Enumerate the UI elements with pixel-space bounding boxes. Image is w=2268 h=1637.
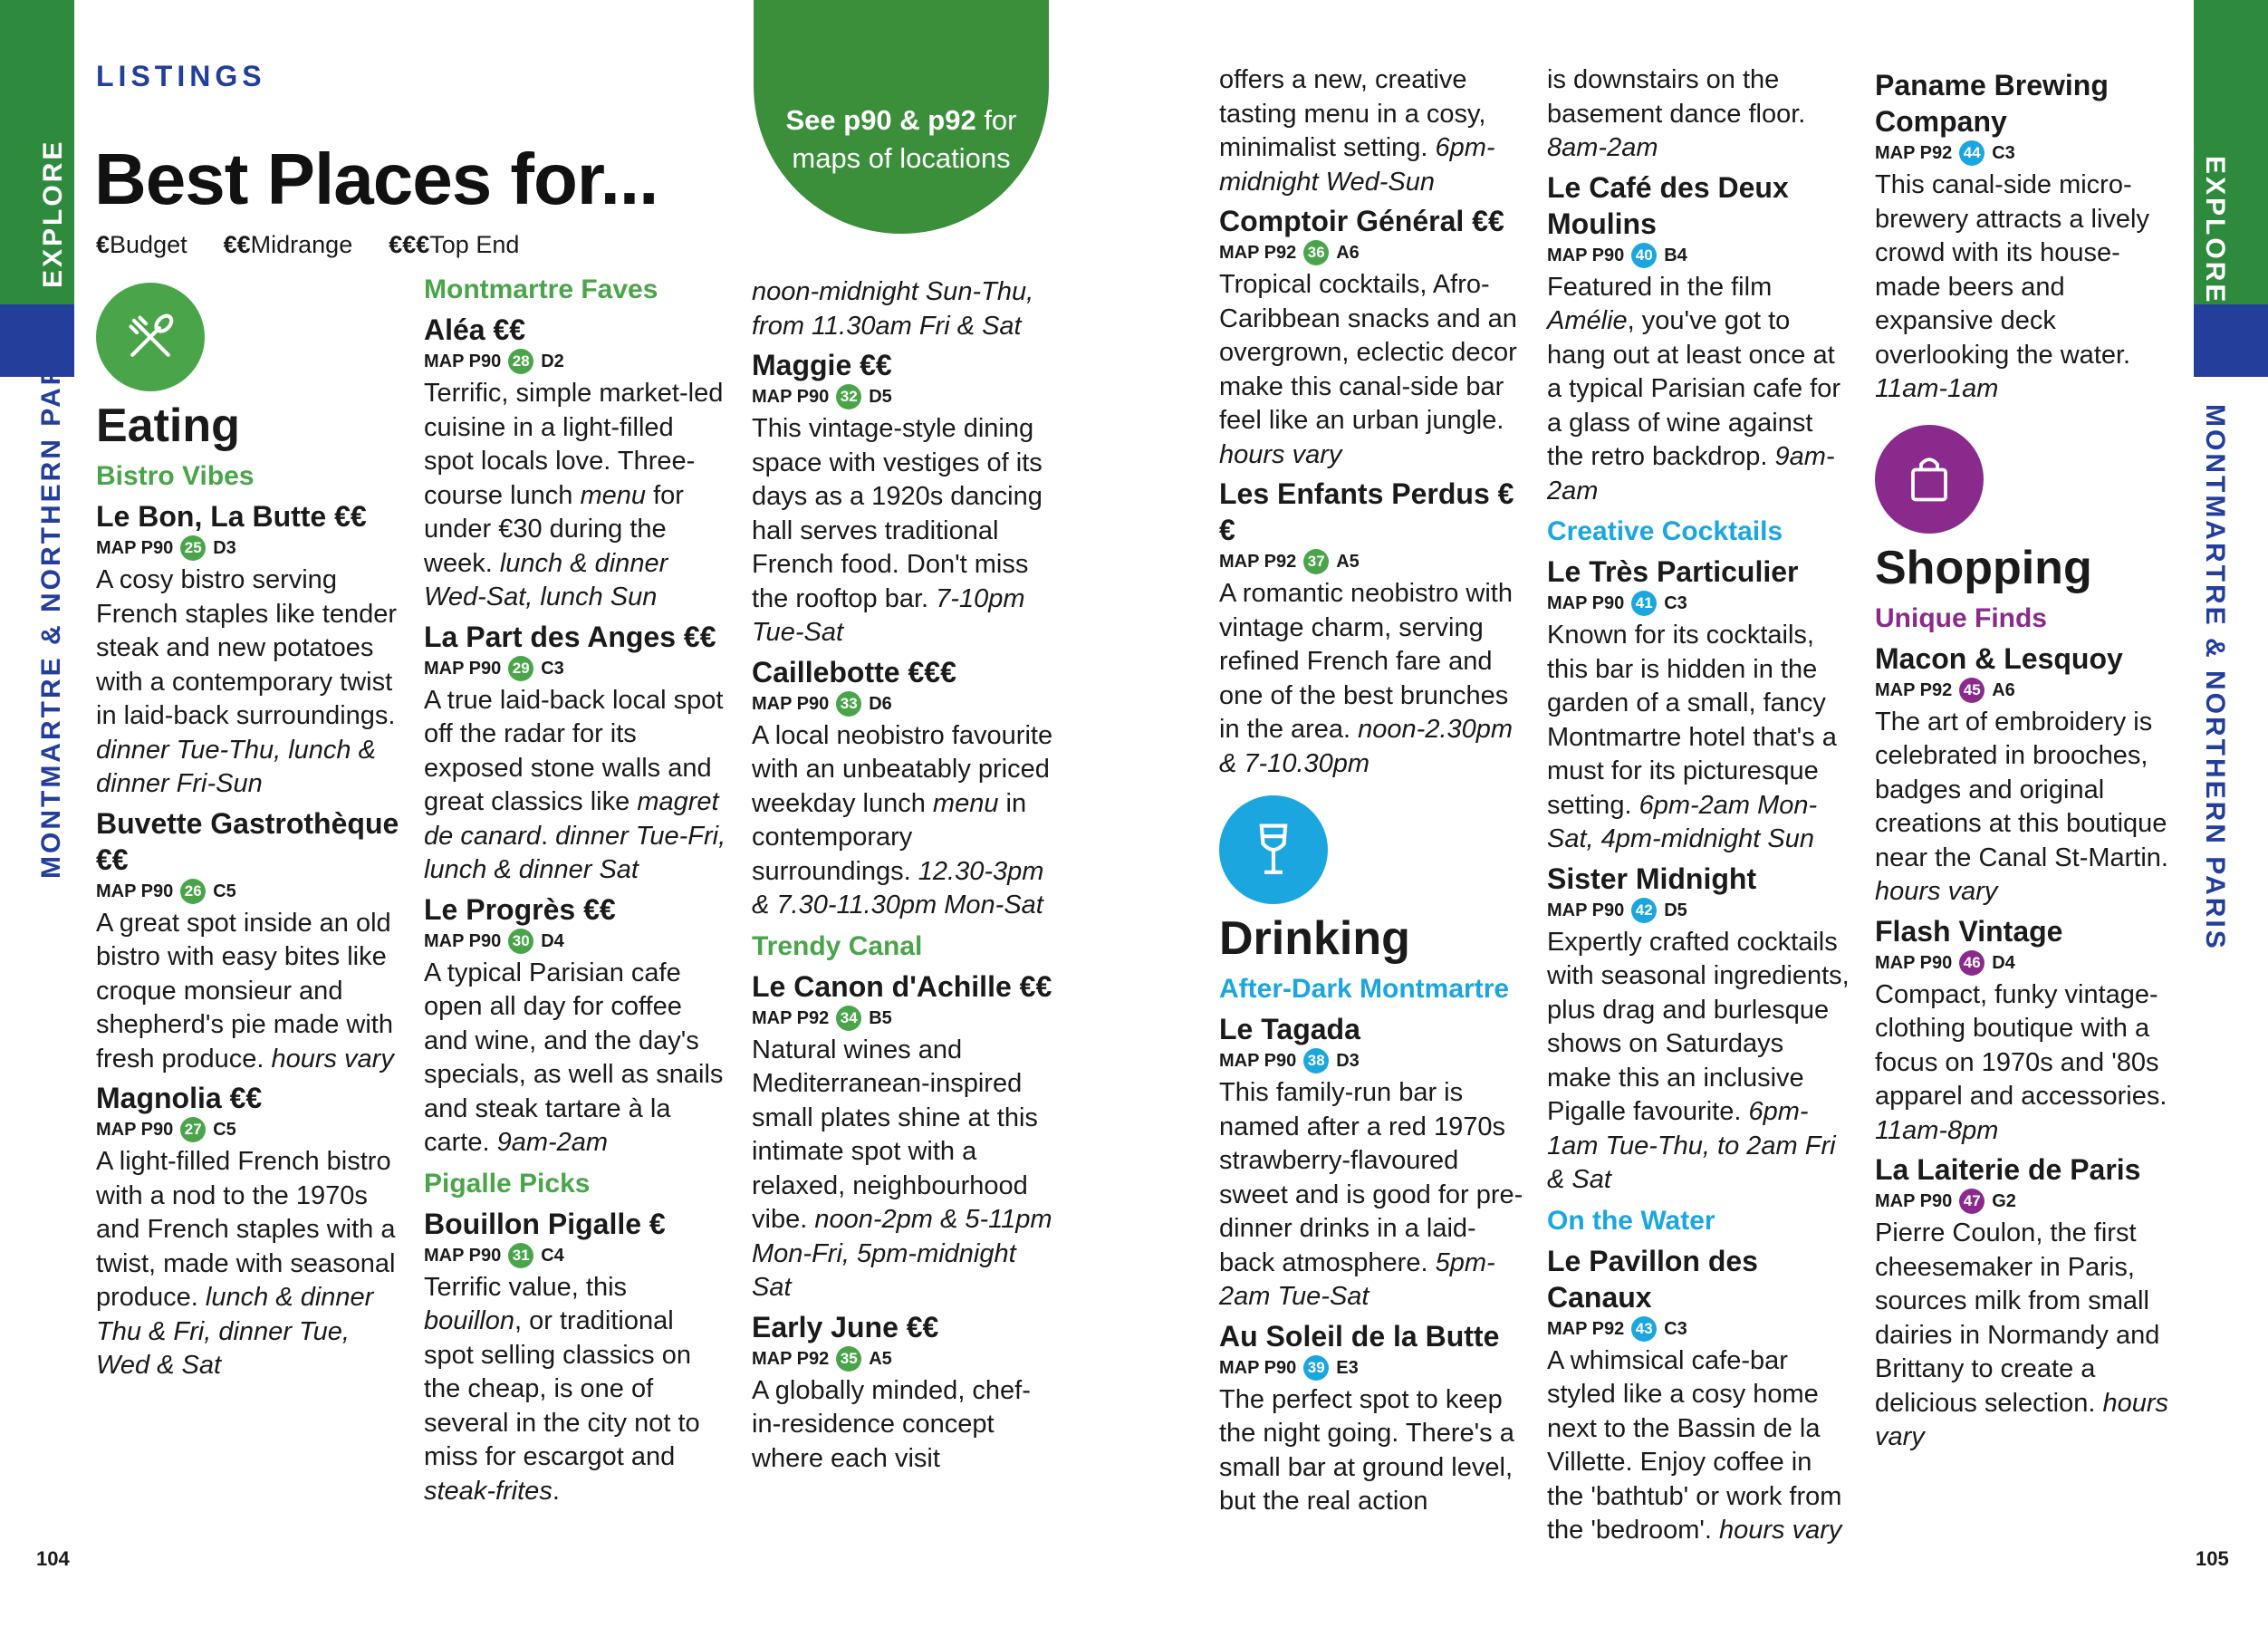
map-grid-ref: D4 bbox=[1992, 952, 2015, 973]
map-grid-ref: D5 bbox=[869, 387, 892, 407]
description-italic: menu bbox=[580, 480, 647, 510]
map-grid-ref: C3 bbox=[1992, 143, 2015, 163]
map-reference bbox=[1875, 140, 2179, 167]
listing-name: Paname Brewing Company bbox=[1875, 69, 2109, 138]
listing-description bbox=[1219, 268, 1523, 472]
map-grid-ref: D5 bbox=[1664, 900, 1687, 920]
listing-description bbox=[424, 377, 728, 615]
map-reference bbox=[96, 534, 400, 562]
listing-name: Early June €€ bbox=[752, 1310, 939, 1343]
description-text: is downstairs on the basement dance floor. bbox=[1547, 65, 1806, 129]
listing-name: Le Canon d'Achille €€ bbox=[752, 969, 1052, 1003]
map-reference bbox=[752, 1345, 1056, 1372]
listing-hours: noon-2pm & 5-11pm Mon-Fri, 5pm-midnight Sat bbox=[752, 1205, 1052, 1302]
description-text: A light-filled French bistro with a nod to the 1970s and French staples with a twist, made with seasonal produce. bbox=[96, 1147, 396, 1312]
map-marker-number: 40 bbox=[1631, 243, 1657, 268]
map-page: MAP P90 bbox=[752, 693, 830, 714]
listing-description bbox=[424, 1271, 728, 1509]
map-grid-ref: D3 bbox=[213, 538, 236, 558]
map-marker-number: 35 bbox=[836, 1346, 861, 1372]
map-page: MAP P92 bbox=[1547, 1318, 1625, 1339]
right-explore-label: EXPLORE bbox=[2200, 156, 2230, 305]
description-text: This family-run bar is named after a red 1970s strawberry-flavoured sweet and is good for pre-dinner drinks in a laid-back atmosphere. bbox=[1219, 1078, 1523, 1277]
map-grid-ref: A6 bbox=[1336, 243, 1360, 263]
column-2 bbox=[424, 266, 728, 1508]
description-text: , you've got to hang out at least once at a typical Parisian cafe for a glass of wine against the retro backdrop. bbox=[1547, 306, 1840, 471]
map-page: MAP P92 bbox=[1219, 552, 1297, 572]
map-page: MAP P90 bbox=[752, 387, 830, 407]
map-marker-number: 45 bbox=[1959, 678, 1985, 703]
map-reference bbox=[1219, 548, 1523, 575]
map-reference bbox=[424, 1242, 728, 1269]
listing-hours: 12.30-3pm & 7.30-11.30pm Mon-Sat bbox=[752, 856, 1044, 920]
listing-description bbox=[1875, 169, 2179, 407]
description-text: Compact, funky vintage-clothing boutique with a focus on 1970s and '80s apparel and accessories. bbox=[1875, 979, 2167, 1111]
listing-name: Le Pavillon des Canaux bbox=[1547, 1244, 1758, 1314]
map-marker-number: 43 bbox=[1631, 1316, 1657, 1342]
description-italic: steak-frites bbox=[424, 1476, 553, 1506]
listing-description bbox=[1219, 63, 1523, 199]
map-reference bbox=[1219, 239, 1523, 266]
listing-name: Le Bon, La Butte €€ bbox=[96, 500, 367, 533]
listing-name: La Laiterie de Paris bbox=[1875, 1153, 2141, 1186]
map-grid-ref: E3 bbox=[1336, 1357, 1359, 1378]
listing-hours: hours vary bbox=[271, 1044, 394, 1074]
listing-description bbox=[752, 1374, 1056, 1477]
price-legend bbox=[96, 231, 519, 259]
listing-name: Magnolia €€ bbox=[96, 1082, 263, 1114]
map-marker-number: 26 bbox=[180, 879, 206, 904]
map-page: MAP P90 bbox=[424, 930, 502, 951]
map-page: MAP P90 bbox=[424, 351, 502, 371]
map-reference bbox=[752, 690, 1056, 717]
description-text: offers a new, creative tasting menu in a cosy, minimalist setting. bbox=[1219, 65, 1486, 162]
legend-budget: €Budget bbox=[96, 231, 187, 258]
left-area-label: MONTMARTRE & NORTHERN PARIS bbox=[36, 332, 66, 879]
map-marker-number: 38 bbox=[1303, 1048, 1329, 1074]
map-marker-number: 39 bbox=[1303, 1355, 1329, 1381]
map-reference bbox=[1547, 897, 1851, 924]
map-page: MAP P92 bbox=[752, 1007, 830, 1028]
map-page: MAP P92 bbox=[752, 1348, 830, 1369]
map-page: MAP P90 bbox=[1875, 952, 1953, 973]
listing-description bbox=[424, 684, 728, 888]
subheading: Creative Cocktails bbox=[1547, 516, 1783, 546]
subheading: Trendy Canal bbox=[752, 930, 923, 961]
description-text: A globally minded, chef-in-residence concept where each visit bbox=[752, 1375, 1031, 1473]
listing-description bbox=[1547, 271, 1851, 509]
description-text: Terrific value, this bbox=[424, 1272, 628, 1302]
maps-note-bold: See p90 & p92 bbox=[785, 104, 976, 136]
listing-hours: noon-2.30pm & 7-10.30pm bbox=[1219, 715, 1514, 778]
right-tab-blue-strip bbox=[2194, 304, 2268, 377]
shopping-bag-circle bbox=[1875, 425, 1984, 534]
wine-glass-circle bbox=[1219, 795, 1328, 904]
description-text: This vintage-style dining space with vestiges of its days as a 1920s dancing hall serves traditional French food. Don't miss the rooftop bar. bbox=[752, 414, 1043, 613]
description-text: A great spot inside an old bistro with easy bites like croque monsieur and shepherd's pie made with fresh produce. bbox=[96, 908, 393, 1074]
map-grid-ref: A5 bbox=[869, 1348, 892, 1369]
listing-name: Le Café des Deux Moulins bbox=[1547, 170, 1789, 240]
legend-top-end: €€€Top End bbox=[389, 231, 520, 258]
listing-name: La Part des Anges €€ bbox=[424, 620, 716, 653]
map-page: MAP P90 bbox=[1547, 900, 1625, 920]
listing-hours: lunch & dinner Thu & Fri, dinner Tue, Wed & Sat bbox=[96, 1283, 374, 1380]
listing-name: Le Tagada bbox=[1219, 1013, 1360, 1045]
listing-name: Le Très Particulier bbox=[1547, 555, 1799, 588]
map-grid-ref: B5 bbox=[869, 1007, 892, 1028]
listing-hours: noon-midnight Sun-Thu, from 11.30am Fri & Sat bbox=[752, 277, 1034, 341]
map-marker-number: 46 bbox=[1959, 950, 1985, 976]
description-text: Natural wines and Mediterranean-inspired small plates shine at this intimate spot with a relaxed, neighbourhood vibe. bbox=[752, 1035, 1038, 1234]
legend-midrange: €€Midrange bbox=[223, 231, 353, 258]
listing-hours: 5pm-2am Tue-Sat bbox=[1219, 1247, 1495, 1311]
listing-name: Le Progrès €€ bbox=[424, 892, 616, 926]
map-reference bbox=[1875, 677, 2179, 704]
map-page: MAP P92 bbox=[1875, 679, 1953, 700]
map-reference bbox=[1875, 949, 2179, 977]
map-page: MAP P90 bbox=[96, 538, 174, 558]
map-page: MAP P90 bbox=[96, 1120, 174, 1140]
map-marker-number: 44 bbox=[1959, 140, 1985, 166]
listing-hours: 7-10pm Tue-Sat bbox=[752, 583, 1025, 647]
listing-description bbox=[96, 907, 400, 1077]
listing-name: Macon & Lesquoy bbox=[1875, 641, 2123, 675]
listing-name: Buvette Gastrothèque €€ bbox=[96, 806, 399, 876]
map-grid-ref: A5 bbox=[1336, 552, 1360, 572]
subheading: Montmartre Faves bbox=[424, 274, 658, 304]
map-page: MAP P90 bbox=[424, 1245, 502, 1266]
map-marker-number: 30 bbox=[508, 929, 533, 954]
map-marker-number: 36 bbox=[1303, 240, 1329, 265]
listing-name: Comptoir Général €€ bbox=[1219, 205, 1504, 237]
listing-description bbox=[1875, 1217, 2179, 1455]
map-reference bbox=[1547, 242, 1851, 269]
map-marker-number: 33 bbox=[836, 691, 861, 717]
map-grid-ref: C3 bbox=[1664, 1318, 1687, 1339]
subheading: After-Dark Montmartre bbox=[1219, 974, 1510, 1004]
subheading: Bistro Vibes bbox=[96, 461, 255, 491]
listing-description bbox=[1219, 1383, 1523, 1519]
map-grid-ref: C5 bbox=[213, 1120, 236, 1140]
listing-hours: hours vary bbox=[1875, 877, 1998, 906]
wine-glass-icon bbox=[1246, 820, 1301, 880]
listing-name: Maggie €€ bbox=[752, 349, 892, 381]
map-grid-ref: D4 bbox=[541, 930, 564, 951]
page-number-right: 105 bbox=[2196, 1547, 2229, 1570]
listing-hours: 9am-2am bbox=[1547, 442, 1835, 506]
description-text: Featured in the film bbox=[1547, 272, 1773, 302]
listing-hours-continued bbox=[752, 275, 1056, 343]
left-explore-label: EXPLORE bbox=[38, 139, 68, 288]
column-1 bbox=[96, 283, 400, 1383]
map-page: MAP P90 bbox=[1875, 1191, 1953, 1211]
description-text: A local neobistro favourite with an unbeatably priced weekday lunch bbox=[752, 720, 1053, 818]
subheading: On the Water bbox=[1547, 1205, 1715, 1236]
listing-description bbox=[1875, 978, 2179, 1149]
listing-description bbox=[96, 563, 400, 802]
map-marker-number: 25 bbox=[180, 535, 206, 561]
description-text: A romantic neobistro with vintage charm, serving refined French fare and one of the best brunches in the area. bbox=[1219, 579, 1513, 744]
description-text: for under €30 during the week. bbox=[424, 480, 684, 578]
listing-hours: 11am-8pm bbox=[1875, 1115, 1999, 1145]
map-reference bbox=[1547, 590, 1851, 617]
description-text: This canal-side micro-brewery attracts a lively crowd with its house-made beers and expansive deck overlooking the water. bbox=[1875, 170, 2149, 370]
listing-description bbox=[752, 719, 1056, 923]
description-text: The perfect spot to keep the night going. There's a small bar at ground level, but the real action bbox=[1219, 1384, 1514, 1516]
cutlery-circle bbox=[96, 283, 205, 391]
description-italic: Amélie bbox=[1547, 306, 1628, 335]
map-marker-number: 42 bbox=[1631, 898, 1657, 923]
listing-hours: dinner Tue-Fri, lunch & dinner Sat bbox=[424, 821, 726, 884]
description-text: A whimsical cafe-bar styled like a cosy home next to the Bassin de la Villette. Enjoy coffee in the 'bathtub' or work from the 'bedroom'. bbox=[1547, 1345, 1842, 1545]
listing-description bbox=[1219, 577, 1523, 781]
listing-name: Caillebotte €€€ bbox=[752, 655, 956, 689]
map-marker-number: 32 bbox=[836, 384, 861, 409]
listing-hours: 6pm-midnight Wed-Sun bbox=[1219, 133, 1495, 197]
listing-hours: hours vary bbox=[1219, 439, 1342, 469]
listing-hours: 6pm-2am Mon-Sat, 4pm-midnight Sun bbox=[1547, 790, 1818, 853]
description-text: Expertly crafted cocktails with seasonal ingredients, plus drag and burlesque shows on Saturdays make this an inclusive Pigalle favourite. bbox=[1547, 927, 1850, 1126]
listing-description bbox=[424, 957, 728, 1160]
column-5 bbox=[1547, 63, 1851, 1548]
map-marker-number: 27 bbox=[180, 1117, 206, 1142]
map-marker-number: 41 bbox=[1631, 591, 1657, 616]
maps-note-rest: for maps of locations bbox=[792, 104, 1017, 174]
column-6 bbox=[1875, 63, 2179, 1455]
listing-name: Bouillon Pigalle € bbox=[424, 1207, 666, 1240]
listing-name: Aléa €€ bbox=[424, 313, 526, 346]
map-grid-ref: D6 bbox=[869, 693, 892, 714]
section-heading-eating: Eating bbox=[96, 400, 240, 452]
map-grid-ref: C5 bbox=[213, 881, 236, 901]
listing-description bbox=[96, 1145, 400, 1383]
map-grid-ref: C3 bbox=[541, 658, 564, 679]
right-area-label: MONTMARTRE & NORTHERN PARIS bbox=[2200, 404, 2230, 951]
description-text: Tropical cocktails, Afro-Caribbean snacks and an overgrown, eclectic decor make this canal-side bar feel like an urban jungle. bbox=[1219, 270, 1517, 435]
map-reference bbox=[1219, 1047, 1523, 1074]
maps-note-bubble bbox=[754, 0, 1049, 234]
listing-name: Sister Midnight bbox=[1547, 862, 1757, 895]
cutlery-icon bbox=[120, 307, 180, 367]
listing-hours: 6pm-1am Tue-Thu, to 2am Fri & Sat bbox=[1547, 1097, 1836, 1194]
column-4 bbox=[1219, 63, 1523, 1519]
description-italic: magret de canard bbox=[424, 787, 719, 851]
description-text: Known for its cocktails, this bar is hidden in the garden of a small, fancy Montmartre hotel that's a must for its picturesque setting. bbox=[1547, 621, 1837, 820]
map-reference bbox=[424, 348, 728, 375]
map-marker-number: 34 bbox=[836, 1006, 861, 1031]
map-page: MAP P90 bbox=[1219, 1051, 1297, 1071]
map-marker-number: 31 bbox=[508, 1243, 533, 1268]
listing-hours: 8am-2am bbox=[1547, 133, 1658, 162]
map-reference bbox=[1547, 1315, 1851, 1343]
listing-name: Flash Vintage bbox=[1875, 914, 2063, 948]
map-grid-ref: A6 bbox=[1992, 679, 2015, 700]
listing-hours: dinner Tue-Thu, lunch & dinner Fri-Sun bbox=[96, 735, 376, 798]
listing-description bbox=[752, 1034, 1056, 1305]
map-reference bbox=[752, 1005, 1056, 1032]
map-reference bbox=[752, 383, 1056, 410]
column-3 bbox=[752, 275, 1056, 1476]
listing-hours: 9am-2am bbox=[496, 1128, 609, 1157]
listing-description bbox=[752, 412, 1056, 650]
map-page: MAP P90 bbox=[1547, 245, 1625, 265]
map-grid-ref: G2 bbox=[1992, 1191, 2016, 1211]
map-marker-number: 29 bbox=[508, 656, 533, 681]
listing-name: Les Enfants Perdus €€ bbox=[1219, 477, 1514, 546]
map-grid-ref: C3 bbox=[1664, 593, 1687, 613]
listing-hours: hours vary bbox=[1875, 1388, 2169, 1451]
page-title: Best Places for... bbox=[94, 139, 658, 219]
listing-description bbox=[1875, 706, 2179, 910]
page-number-left: 104 bbox=[36, 1547, 70, 1570]
listing-hours: hours vary bbox=[1719, 1516, 1842, 1545]
description-text: The art of embroidery is celebrated in brooches, badges and original creations at this boutique near the Canal St-Martin. bbox=[1875, 707, 2168, 872]
map-page: MAP P92 bbox=[1219, 243, 1297, 263]
map-reference bbox=[96, 878, 400, 905]
subheading: Unique Finds bbox=[1875, 602, 2047, 633]
listing-description bbox=[1547, 619, 1851, 857]
description-text: . bbox=[541, 821, 556, 851]
listing-description bbox=[1547, 926, 1851, 1198]
listing-description bbox=[1547, 1344, 1851, 1548]
subheading: Pigalle Picks bbox=[424, 1168, 591, 1199]
description-text: A cosy bistro serving French staples like tender steak and new potatoes with a contemporary twist in laid-back surroundings. bbox=[96, 565, 398, 730]
map-grid-ref: B4 bbox=[1664, 245, 1687, 265]
listing-description bbox=[1219, 1076, 1523, 1314]
description-text: Terrific, simple market-led cuisine in a light-filled spot locals love. Three-course lunch bbox=[424, 379, 724, 510]
map-page: MAP P90 bbox=[1219, 1357, 1297, 1378]
description-italic: menu bbox=[932, 788, 999, 818]
listing-hours: 11am-1am bbox=[1875, 374, 1999, 403]
description-text: Pierre Coulon, the first cheesemaker in Paris, sources milk from small dairies in Normandy and Brittany to create a delicious selection. bbox=[1875, 1218, 2160, 1418]
shopping-bag-icon bbox=[1904, 452, 1955, 506]
map-reference bbox=[96, 1116, 400, 1143]
map-page: MAP P90 bbox=[96, 881, 174, 901]
map-reference bbox=[424, 655, 728, 682]
description-text: A true laid-back local spot off the radar for its exposed stone walls and great classics like bbox=[424, 685, 724, 816]
description-text: in contemporary surroundings. bbox=[752, 788, 1027, 886]
map-grid-ref: D2 bbox=[541, 351, 564, 371]
listing-hours: lunch & dinner Wed-Sat, lunch Sun bbox=[424, 548, 668, 611]
map-grid-ref: D3 bbox=[1336, 1051, 1360, 1071]
description-text: , or traditional spot selling classics on the cheap, is one of several in the city not to miss for escargot and bbox=[424, 1306, 700, 1471]
listing-name: Au Soleil de la Butte bbox=[1219, 1319, 1500, 1353]
map-marker-number: 37 bbox=[1303, 549, 1329, 574]
description-text: A typical Parisian cafe open all day for coffee and wine, and the day's specials, as well as snails and steak tartare à la carte. bbox=[424, 958, 724, 1157]
map-page: MAP P92 bbox=[1875, 143, 1953, 163]
listing-description bbox=[1547, 63, 1851, 166]
listings-kicker: LISTINGS bbox=[96, 60, 266, 92]
section-heading-drinking: Drinking bbox=[1219, 912, 1410, 965]
map-marker-number: 47 bbox=[1959, 1189, 1985, 1214]
map-marker-number: 28 bbox=[508, 349, 533, 374]
map-page: MAP P90 bbox=[424, 658, 502, 679]
description-text: . bbox=[552, 1476, 560, 1506]
description-italic: bouillon bbox=[424, 1306, 514, 1335]
map-reference bbox=[1219, 1354, 1523, 1382]
map-page: MAP P90 bbox=[1547, 593, 1625, 613]
section-heading-shopping: Shopping bbox=[1875, 541, 2092, 594]
map-reference bbox=[1875, 1188, 2179, 1215]
map-reference bbox=[424, 928, 728, 955]
map-grid-ref: C4 bbox=[541, 1245, 564, 1266]
